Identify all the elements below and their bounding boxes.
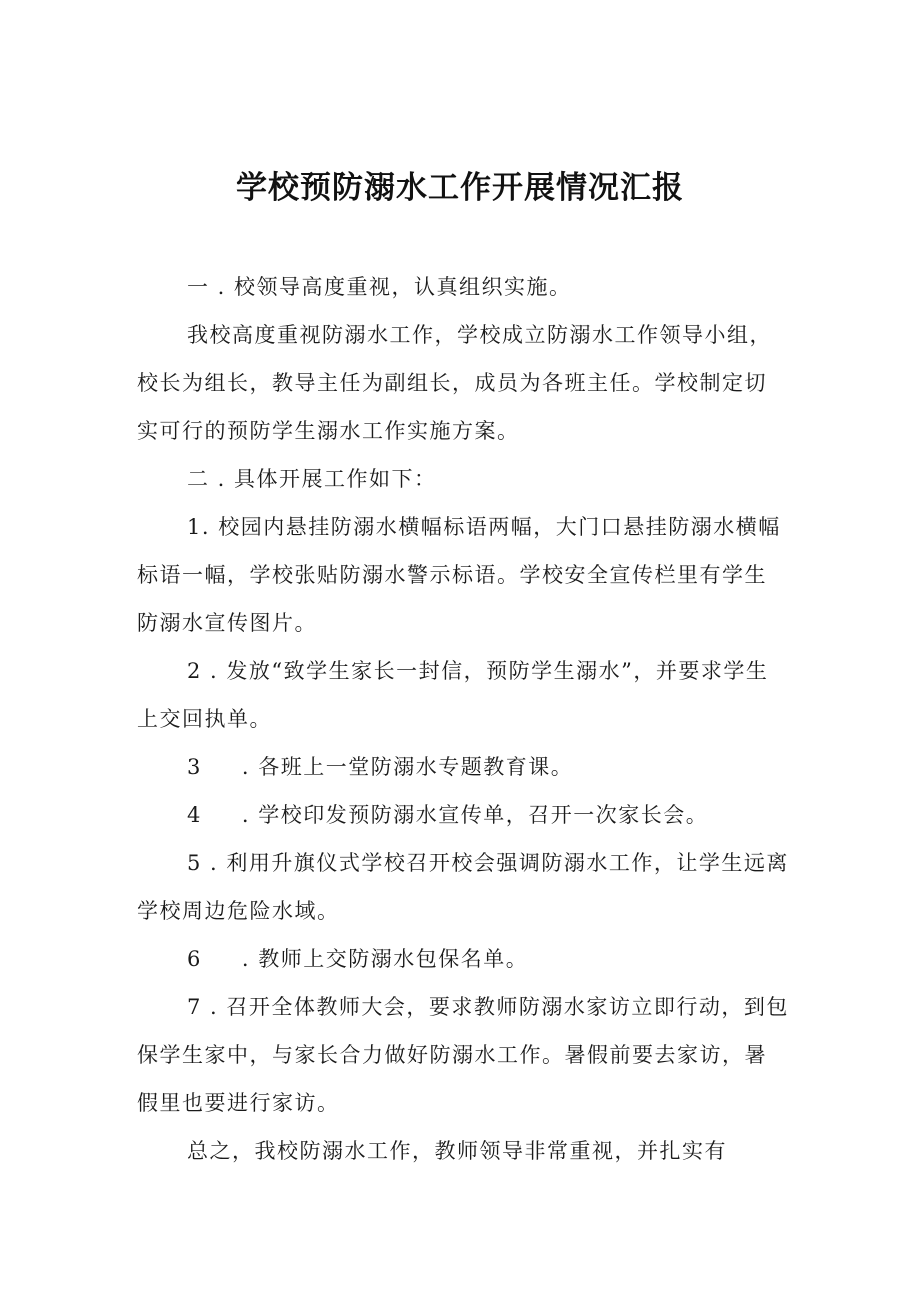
paragraph-line: 学校周边危险水域。	[137, 899, 340, 923]
list-number: 6	[187, 947, 202, 971]
paragraph-line: . 学校印发预防溺水宣传单，召开一次家长会。	[241, 803, 709, 827]
paragraph-line: . 教师上交防溺水包保名单。	[241, 947, 529, 971]
document-body	[137, 263, 793, 1175]
paragraph-line: 实可行的预防学生溺水工作实施方案。	[137, 419, 520, 443]
paragraph-summary	[137, 1127, 793, 1175]
list-item-5	[137, 839, 793, 935]
paragraph-line: 上交回执单。	[137, 707, 272, 731]
list-number: 3	[187, 755, 202, 779]
paragraph-line: 2 . 发放“致学生家长一封信，预防学生溺水”，并要求学生	[187, 659, 769, 683]
list-item-6	[137, 935, 793, 983]
paragraph-line: 保学生家中，与家长合力做好防溺水工作。暑假前要去家访，暑	[137, 1043, 767, 1067]
paragraph-line: 二 . 具体开展工作如下：	[187, 467, 437, 491]
paragraph-leadership	[137, 311, 793, 455]
paragraph-line: 假里也要进行家访。	[137, 1091, 340, 1115]
paragraph-line: 7 . 召开全体教师大会，要求教师防溺水家访立即行动，到包	[187, 995, 789, 1019]
list-item-4	[137, 791, 793, 839]
list-item-1	[137, 503, 793, 647]
list-number: 4	[187, 803, 202, 827]
section-heading-2	[137, 455, 793, 503]
document-title: 学校预防溺水工作开展情况汇报	[236, 170, 684, 206]
list-item-7	[137, 983, 793, 1127]
paragraph-line: . 各班上一堂防溺水专题教育课。	[241, 755, 574, 779]
list-item-3	[137, 743, 793, 791]
paragraph-line: 1. 校园内悬挂防溺水横幅标语两幅，大门口悬挂防溺水横幅	[187, 515, 781, 539]
paragraph-line: 总之，我校防溺水工作，教师领导非常重视，并扎实有	[187, 1139, 727, 1163]
list-item-2	[137, 647, 793, 743]
section-heading-1	[137, 263, 793, 311]
paragraph-line: 标语一幅，学校张贴防溺水警示标语。学校安全宣传栏里有学生	[137, 563, 767, 587]
paragraph-line: 我校高度重视防溺水工作，学校成立防溺水工作领导小组，	[187, 323, 772, 347]
paragraph-line: 一 . 校领导高度重视，认真组织实施。	[187, 275, 572, 299]
paragraph-line: 5 . 利用升旗仪式学校召开校会强调防溺水工作，让学生远离	[187, 851, 789, 875]
paragraph-line: 校长为组长，教导主任为副组长，成员为各班主任。学校制定切	[137, 371, 767, 395]
paragraph-line: 防溺水宣传图片。	[137, 611, 317, 635]
